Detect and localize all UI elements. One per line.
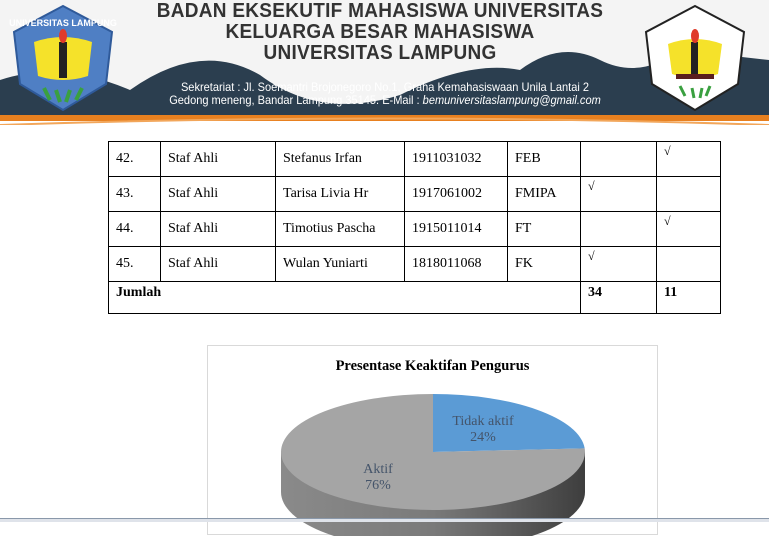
chart-title: Presentase Keaktifan Pengurus [335,358,530,374]
aktif-check [581,212,657,247]
name-cell: Tarisa Livia Hr [276,177,405,212]
role-cell: Staf Ahli [161,142,276,177]
faculty-cell: FMIPA [508,177,581,212]
npm-cell: 1818011068 [405,247,508,282]
email-link[interactable]: bemuniversitaslampung@gmail.com [422,93,601,107]
slice-label-aktif [348,462,408,494]
name-cell: Timotius Pascha [276,212,405,247]
aktif-check: √ [581,247,657,282]
role-cell: Staf Ahli [161,247,276,282]
label-category: Aktif [363,462,393,477]
letterhead [0,0,769,125]
table-row [109,177,721,212]
header-address-2 [150,94,619,107]
tidak-aktif-check [657,247,721,282]
npm-cell: 1915011014 [405,212,508,247]
header-line-2: KELUARGA BESAR MAHASISWA [225,21,535,43]
unila-logo [8,2,118,114]
row-number: 43. [109,177,161,212]
tidak-aktif-check [657,177,721,212]
faculty-cell: FK [508,247,581,282]
role-cell: Staf Ahli [161,177,276,212]
table-row [109,247,721,282]
label-percent: 24% [470,430,496,445]
row-number: 42. [109,142,161,177]
aktif-check: √ [581,177,657,212]
row-number: 45. [109,247,161,282]
npm-cell: 1917061002 [405,177,508,212]
pie-chart [207,345,658,535]
tidak-aktif-check: √ [657,212,721,247]
address-text: Gedong meneng, Bandar Lampung 35145. E-Mail : [169,93,423,107]
name-cell: Wulan Yuniarti [276,247,405,282]
total-label: Jumlah [109,282,581,314]
table-row [109,212,721,247]
aktif-check [581,142,657,177]
bem-logo [640,2,750,114]
window-bottom-edge [0,518,769,522]
total-row [109,282,721,314]
slice-label-tidak-aktif [440,414,526,446]
name-cell: Stefanus Irfan [276,142,405,177]
header-line-3: UNIVERSITAS LAMPUNG [263,42,497,64]
faculty-cell: FEB [508,142,581,177]
label-percent: 76% [365,478,391,493]
header-address-1: Sekretariat : Jl. Soemantri Brojonegoro No.1, Graha Kemahasiswaan Unila Lantai 2 [180,80,590,94]
svg-text:UNIVERSITAS LAMPUNG: UNIVERSITAS LAMPUNG [9,18,117,28]
row-number: 44. [109,212,161,247]
header-line-1: BADAN EKSEKUTIF MAHASISWA UNIVERSITAS [156,0,604,22]
total-tidak-aktif: 11 [657,282,721,314]
label-category: Tidak aktif [452,414,514,429]
npm-cell: 1911031032 [405,142,508,177]
tidak-aktif-check: √ [657,142,721,177]
table-row [109,142,721,177]
total-aktif: 34 [581,282,657,314]
role-cell: Staf Ahli [161,212,276,247]
pie-svg [208,346,659,536]
faculty-cell: FT [508,212,581,247]
members-table [108,141,721,314]
